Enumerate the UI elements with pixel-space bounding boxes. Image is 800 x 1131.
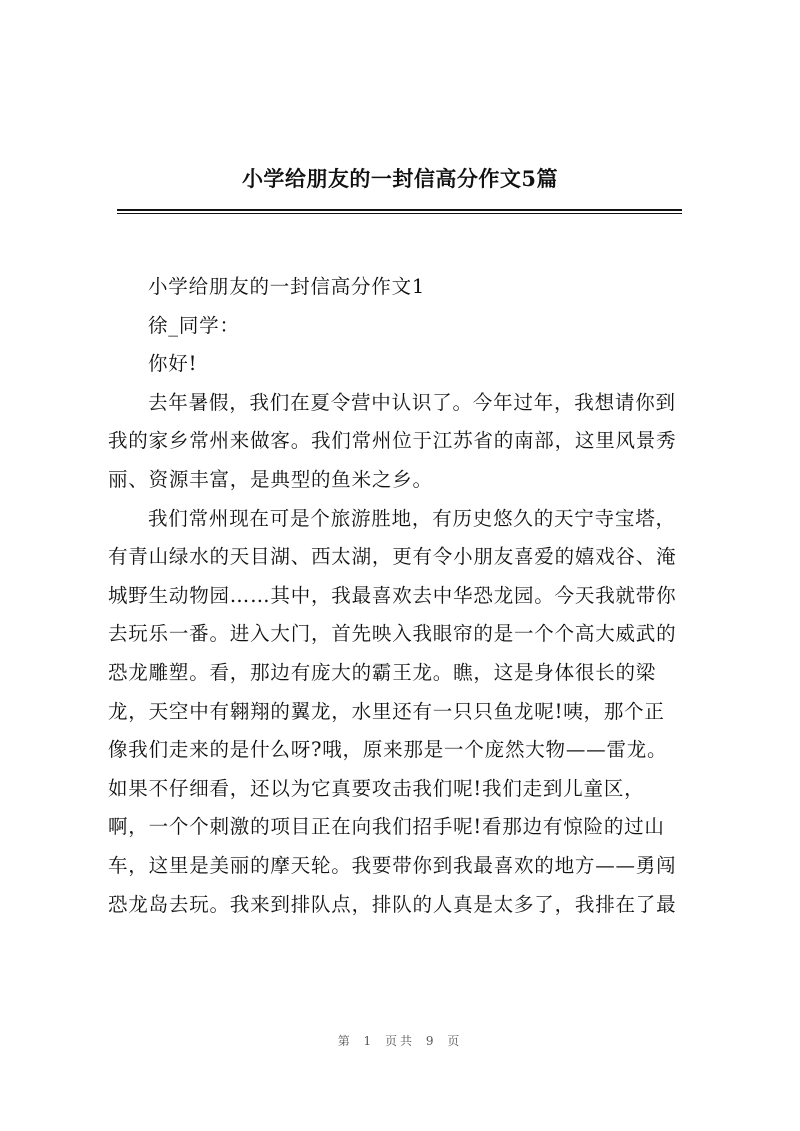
paragraph-line: 车，这里是美丽的摩天轮。我要带你到我最喜欢的地方——勇闯 bbox=[108, 853, 677, 877]
paragraph-line: 像我们走来的是什么呀?哦，原来那是一个庞然大物——雷龙。 bbox=[108, 738, 668, 762]
document-body bbox=[108, 268, 708, 924]
document-title: 小学给朋友的一封信高分作文5篇 bbox=[241, 166, 559, 191]
paragraph-line: 龙，天空中有翱翔的翼龙，水里还有一只只鱼龙呢!咦，那个正 bbox=[108, 699, 665, 723]
paragraph-line: 去玩乐一番。进入大门，首先映入我眼帘的是一个个高大威武的 bbox=[108, 622, 677, 646]
paragraph-line: 恐龙岛去玩。我来到排队点，排队的人真是太多了，我排在了最 bbox=[108, 892, 677, 916]
paragraph-line: 我的家乡常州来做客。我们常州位于江苏省的南部，这里风景秀 bbox=[108, 429, 677, 453]
essay-heading: 小学给朋友的一封信高分作文1 bbox=[148, 275, 426, 298]
paragraph-line: 啊，一个个刺激的项目正在向我们招手呢!看那边有惊险的过山 bbox=[108, 815, 665, 839]
paragraph-line: 恐龙雕塑。看，那边有庞大的霸王龙。瞧，这是身体很长的梁 bbox=[108, 660, 657, 684]
page-number-footer: 第 1 页共 9 页 bbox=[337, 1034, 463, 1048]
paragraph-line: 丽、资源丰富，是典型的鱼米之乡。 bbox=[108, 467, 433, 491]
paragraph-line: 我们常州现在可是个旅游胜地，有历史悠久的天宁寺宝塔， bbox=[148, 506, 676, 530]
paragraph-line: 如果不仔细看，还以为它真要攻击我们呢!我们走到儿童区， bbox=[108, 776, 645, 800]
paragraph-line: 城野生动物园……其中，我最喜欢去中华恐龙园。今天我就带你 bbox=[108, 583, 677, 607]
paragraph-2 bbox=[108, 500, 708, 925]
salutation: 徐_同学： bbox=[148, 313, 240, 337]
paragraph-line: 去年暑假，我们在夏令营中认识了。今年过年，我想请你到 bbox=[148, 390, 676, 414]
greeting: 你好! bbox=[148, 352, 198, 376]
paragraph-line: 有青山绿水的天目湖、西太湖，更有令小朋友喜爱的嬉戏谷、淹 bbox=[108, 545, 677, 569]
paragraph-1 bbox=[108, 384, 708, 500]
title-divider bbox=[117, 209, 682, 214]
